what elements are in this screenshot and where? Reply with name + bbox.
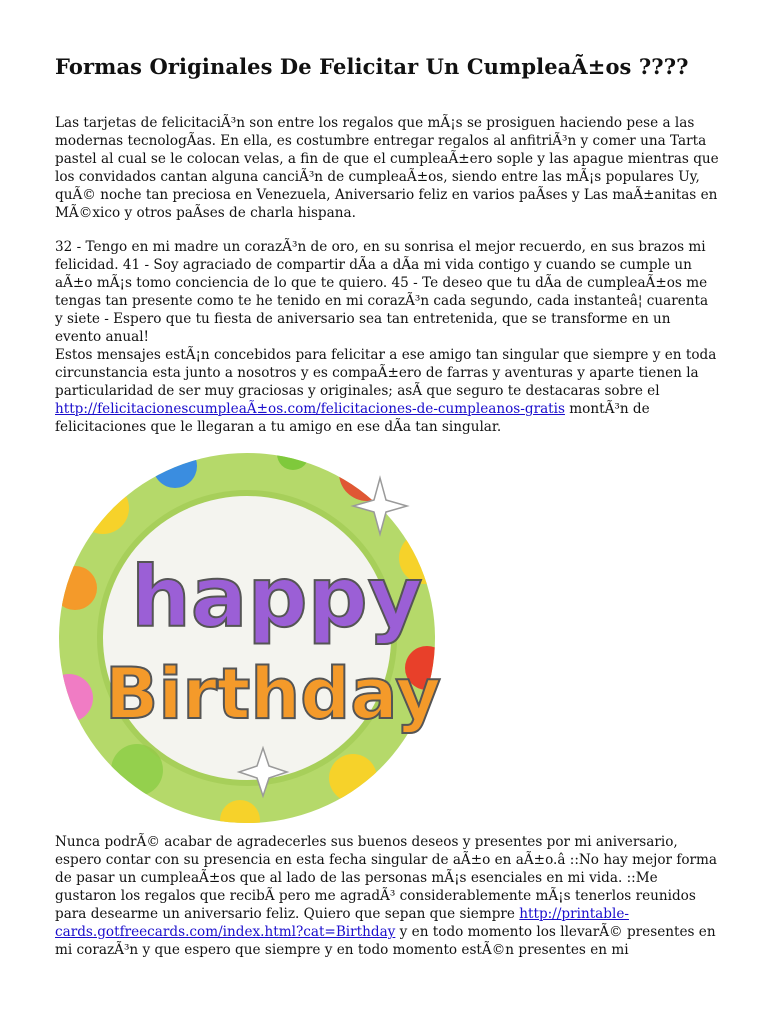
felicitaciones-link[interactable]: http://felicitacionescumpleaÃ±os.com/felicitaciones-de-cumpleanos-gratis	[55, 401, 565, 417]
happy-text: happy	[131, 548, 423, 646]
paragraph-messages: 32 - Tengo en mi madre un corazÃ³n de oro, en su sonrisa el mejor recuerdo, en sus brazos mi felicidad. 41 - Soy agraciado de compartir dÃa a dÃa mi vida contigo y cuando se cumple un aÃ±o mÃ¡s tomo conciencia de lo que te quiero. 45 - Te deseo que tu dÃa de cumpleaÃ±os me tengas tan presente como te he tenido en mi corazÃ³n cada segundo, cada instanteâ¦ cuarenta y siete - Espero que tu fiesta de aniversario sea tan entretenida, que se transforme en un evento anual!	[55, 239, 709, 345]
paragraph-friends	[55, 346, 720, 436]
paragraph-intro: Las tarjetas de felicitaciÃ³n son entre los regalos que mÃ¡s se prosiguen haciendo pese a las modernas tecnologÃas. En ella, es costumbre entregar regalos al anfitriÃ³n y comer una Tarta pastel al cual se le colocan velas, a fin de que el cumpleaÃ±ero sople y las apague mientras que los convidados cantan alguna canciÃ³n de cumpleaÃ±os, siendo entre las mÃ¡s populares Uy, quÃ© noche tan preciosa en Venezuela, Aniversario feliz en varios paÃses y Las maÃ±anitas en MÃ©xico y otros paÃses de charla hispana.	[55, 115, 719, 221]
paragraph-text: y en todo momento los llevarÃ© presentes en mi corazÃ³n y que espero que siempre y en todo momento estÃ©n presentes en mi	[55, 924, 716, 958]
paragraph-text: Estos mensajes estÃ¡n concebidos para felicitar a ese amigo tan singular que siempre y en toda circunstancia esta junto a nosotros y es compaÃ±ero de farras y aventuras y aparte tienen la particularidad de ser muy graciosas y originales; asÃ que seguro te destacaras sobre el	[55, 347, 717, 399]
happy-birthday-plate-image	[55, 448, 445, 828]
paragraph-thanks	[55, 833, 720, 959]
paragraph-text: Nunca podrÃ© acabar de agradecerles sus buenos deseos y presentes por mi aniversario, espero contar con su presencia en esta fecha singular de aÃ±o en aÃ±o.â ::No hay mejor forma de pasar un cumpleaÃ±os que al lado de las personas mÃ¡s esenciales en mi vida. ::Me gustaron los regalos que recibÃ pero me agradÃ³ considerablemente mÃ¡s tenerlos reunidos para desearme un aniversario feliz. Quiero que sepan que siempre	[55, 834, 718, 922]
page-title: Formas Originales De Felicitar Un CumpleaÃ±os ????	[55, 54, 689, 79]
printable-cards-link[interactable]: http://printable-cards.gotfreecards.com/index.html?cat=Birthday	[55, 906, 629, 940]
birthday-text: Birthday	[105, 653, 441, 735]
paragraph-text: montÃ³n de felicitaciones que le llegaran a tu amigo en ese dÃa tan singular.	[55, 401, 650, 435]
